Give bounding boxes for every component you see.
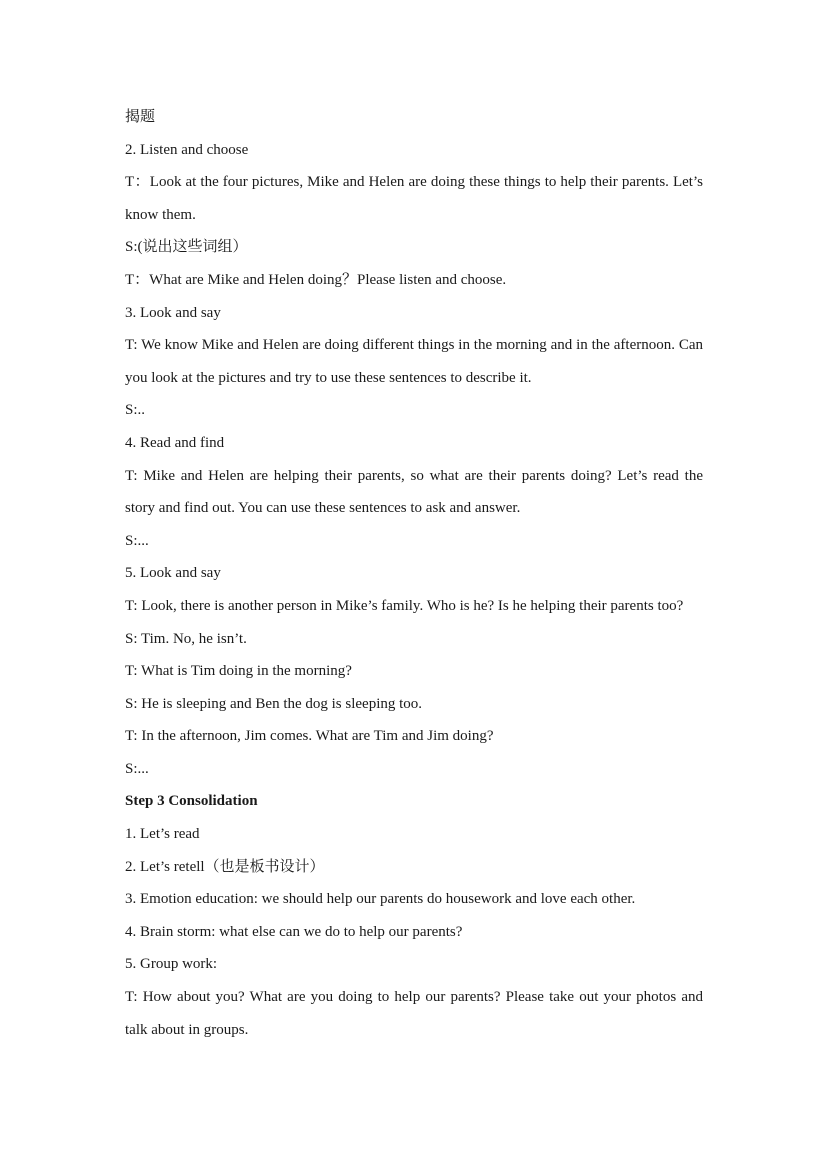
student-line: S: Tim. No, he isn’t. [125, 630, 247, 647]
list-item: 2. Let’s retell（也是板书设计） [125, 858, 325, 875]
teacher-line: T: Mike and Helen are helping their parents, so what are their parents doing? Let’s read the story and find out. You can use these sentences to ask and answer. [125, 467, 703, 517]
list-item: 3. Emotion education: we should help our parents do housework and love each other. [125, 891, 636, 908]
document-body [125, 101, 703, 1046]
student-line: S:... [125, 532, 149, 549]
list-item: 1. Let’s read [125, 826, 200, 843]
student-line: S:(说出这些词组） [125, 239, 248, 256]
teacher-line: T：Look at the four pictures, Mike and Helen are doing these things to help their parents. Let’s know them. [125, 174, 703, 223]
activity-heading-listen-and-choose: 2. Listen and choose [125, 141, 249, 158]
list-item: 5. Group work: [125, 956, 218, 973]
teacher-line: T：What are Mike and Helen doing？Please listen and choose. [125, 271, 507, 288]
teacher-line: T: Look, there is another person in Mike’s family. Who is he? Is he helping their parents too? [125, 597, 684, 614]
section-heading-reveal-topic: 揭题 [125, 109, 156, 125]
activity-heading-look-and-say-2: 5. Look and say [125, 565, 221, 582]
step-heading-consolidation: Step 3 Consolidation [125, 793, 258, 810]
teacher-line: T: What is Tim doing in the morning? [125, 663, 352, 680]
teacher-line: T: We know Mike and Helen are doing different things in the morning and in the afternoon. Can you look at the pictures and try to use these sentences to describe it. [125, 337, 703, 386]
student-line: S:... [125, 760, 149, 777]
activity-heading-look-and-say: 3. Look and say [125, 304, 221, 321]
student-line: S:.. [125, 402, 146, 419]
teacher-line: T: In the afternoon, Jim comes. What are Tim and Jim doing? [125, 728, 494, 745]
teacher-line: T: How about you? What are you doing to help our parents? Please take out your photos and talk about in groups. [125, 989, 703, 1038]
activity-heading-read-and-find: 4. Read and find [125, 434, 225, 451]
list-item: 4. Brain storm: what else can we do to help our parents? [125, 923, 463, 940]
student-line: S: He is sleeping and Ben the dog is sleeping too. [125, 695, 423, 712]
